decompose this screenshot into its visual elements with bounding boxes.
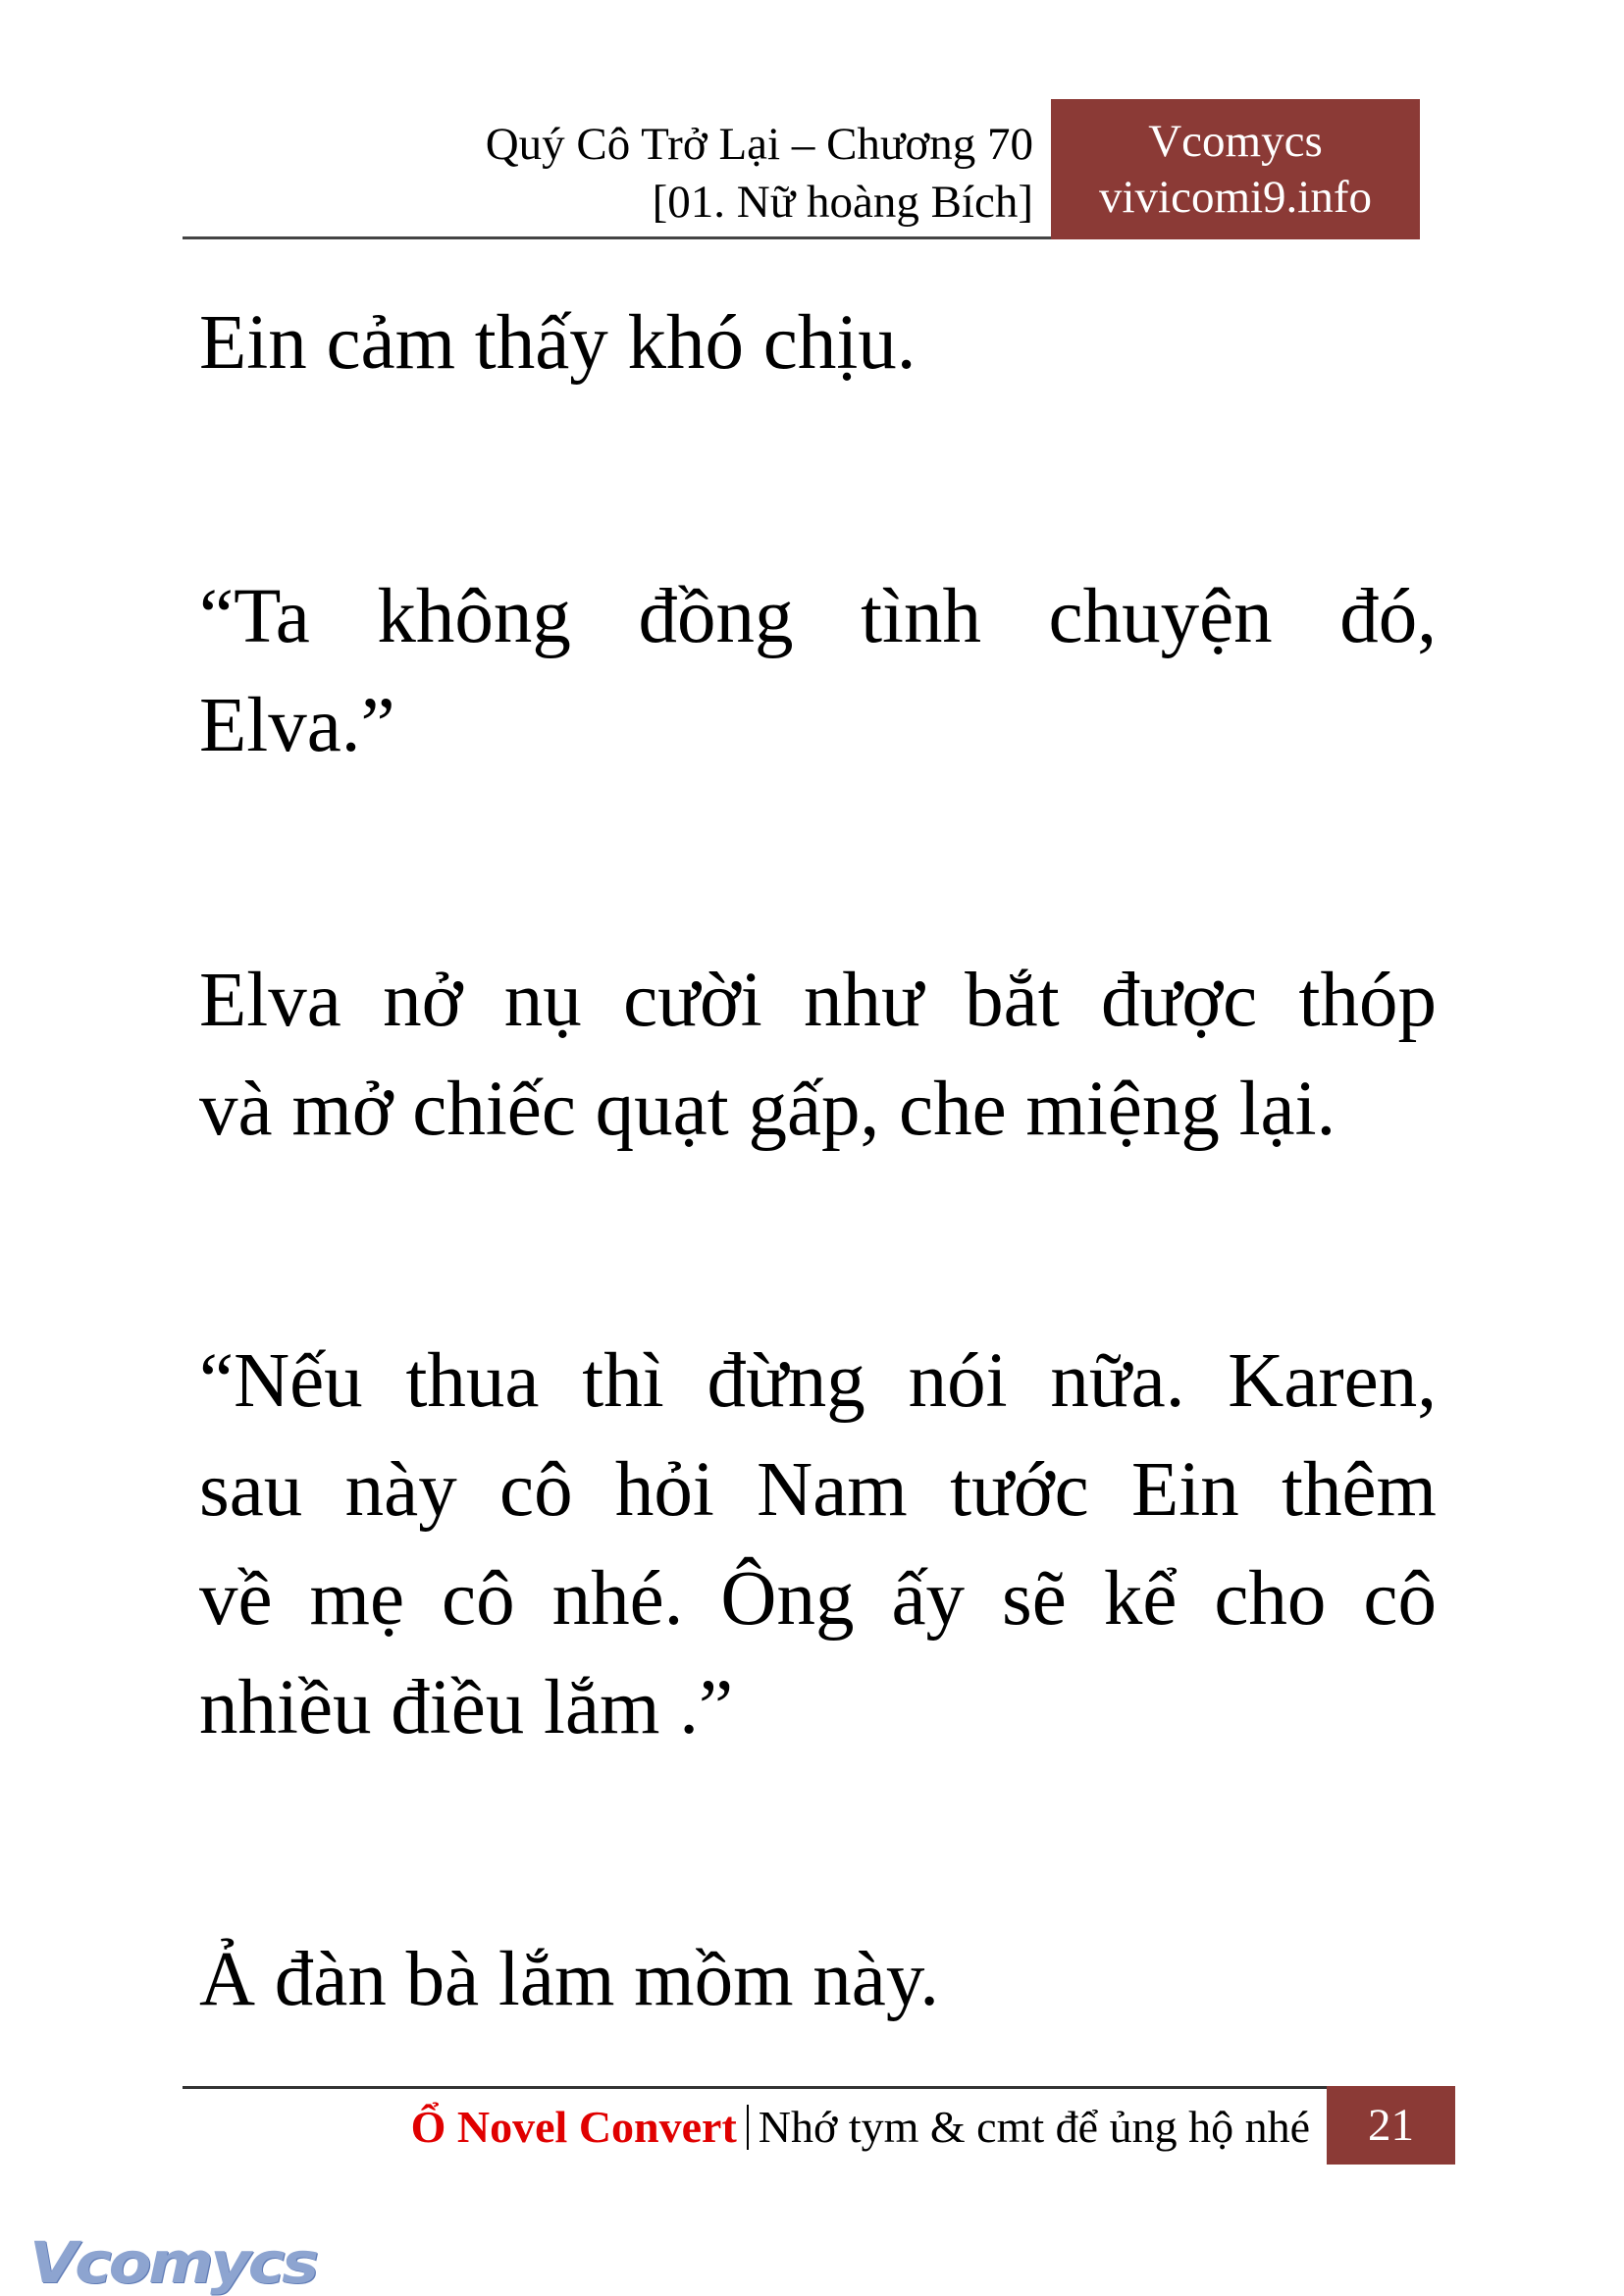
header-title xyxy=(486,116,1033,232)
text-line: Ả đàn bà lắm mồm này. xyxy=(199,1937,939,2022)
footer-separator xyxy=(747,2105,749,2150)
text-line: Elva nở nụ cười như bắt được thóp xyxy=(199,958,1437,1043)
paragraph-2 xyxy=(199,562,1437,780)
brand-name: Vcomycs xyxy=(1148,116,1323,167)
paragraph-4 xyxy=(199,1327,1437,1762)
text-line: “Ta không đồng tình chuyện đó, xyxy=(199,574,1437,659)
footer-message: Nhớ tym & cmt để ủng hộ nhé xyxy=(758,2102,1310,2152)
vcomycs-logo: Vcomycs xyxy=(29,2229,316,2296)
header-divider xyxy=(183,236,1052,239)
paragraph-5 xyxy=(199,1925,1437,2034)
text-line: và mở chiếc quạt gấp, che miệng lại. xyxy=(199,1067,1336,1152)
page-number: 21 xyxy=(1327,2086,1455,2165)
footer-text xyxy=(411,2100,1310,2155)
arc-title: [01. Nữ hoàng Bích] xyxy=(652,177,1033,228)
chapter-title: Quý Cô Trở Lại – Chương 70 xyxy=(485,119,1033,170)
footer-brand: Ổ Novel Convert xyxy=(410,2102,737,2152)
paragraph-1 xyxy=(199,288,1437,397)
text-line: nhiều điều lắm .” xyxy=(199,1665,734,1750)
text-line: “Nếu thua thì đừng nói nữa. Karen, xyxy=(199,1338,1437,1424)
text-line: Elva.” xyxy=(199,683,395,768)
text-line: Ein cảm thấy khó chịu. xyxy=(199,300,917,386)
header-brand-box xyxy=(1051,99,1420,239)
paragraph-3 xyxy=(199,946,1437,1164)
text-line: về mẹ cô nhé. Ông ấy sẽ kể cho cô xyxy=(199,1556,1437,1642)
text-line: sau này cô hỏi Nam tước Ein thêm xyxy=(199,1447,1437,1533)
brand-site: vivicomi9.info xyxy=(1098,172,1373,223)
footer-divider xyxy=(183,2086,1327,2089)
